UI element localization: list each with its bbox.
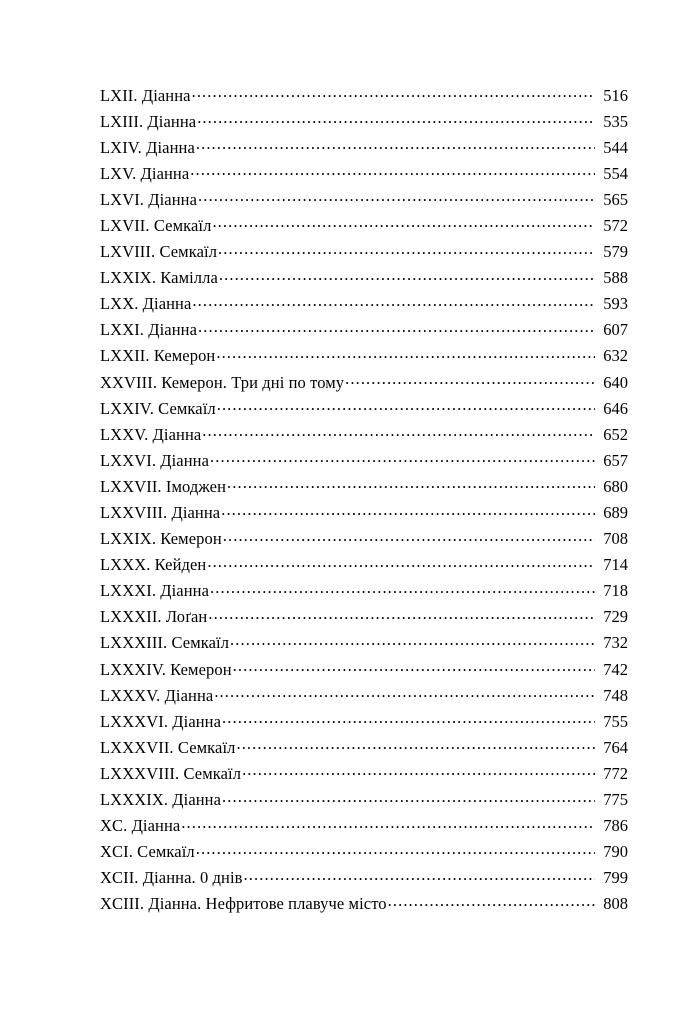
toc-entry-page-number: 565 <box>603 189 628 209</box>
toc-leader-dots <box>198 319 595 336</box>
toc-entry-title: LXVIII. Семкаїл <box>100 242 218 262</box>
toc-entry[interactable] <box>100 241 628 267</box>
toc-leader-dots <box>230 632 595 649</box>
toc-entry[interactable] <box>100 188 628 214</box>
toc-entry[interactable] <box>100 84 628 110</box>
toc-leader-dots <box>212 214 595 231</box>
toc-entry-page-number: 535 <box>603 111 628 131</box>
toc-entry-title: LXXXV. Діанна <box>100 685 214 705</box>
toc-entry-page-number: 593 <box>603 294 628 314</box>
toc-entry-title: LXXVII. Імоджен <box>100 476 227 496</box>
toc-entry[interactable] <box>100 867 628 893</box>
toc-entry[interactable] <box>100 319 628 345</box>
toc-entry[interactable] <box>100 110 628 136</box>
toc-leader-dots <box>222 710 595 727</box>
toc-entry-page-number: 772 <box>603 763 628 783</box>
toc-entry[interactable] <box>100 293 628 319</box>
toc-entry-page-number: 640 <box>603 372 628 392</box>
toc-entry[interactable] <box>100 789 628 815</box>
toc-leader-dots <box>227 475 595 492</box>
toc-entry-title: XCII. Діанна. 0 днів <box>100 868 243 888</box>
toc-entry-title: LXXXIX. Діанна <box>100 790 222 810</box>
toc-entry-title: LXV. Діанна <box>100 163 190 183</box>
toc-entry-page-number: 708 <box>603 529 628 549</box>
toc-entry-title: LXII. Діанна <box>100 85 191 105</box>
toc-leader-dots <box>181 815 595 832</box>
toc-entry-page-number: 718 <box>603 581 628 601</box>
toc-entry-title: LXXXII. Лоґан <box>100 607 208 627</box>
toc-leader-dots <box>197 110 595 127</box>
toc-entry-title: LXXXVIII. Семкаїл <box>100 763 242 783</box>
toc-entry[interactable] <box>100 449 628 475</box>
toc-entry[interactable] <box>100 762 628 788</box>
toc-leader-dots <box>192 84 595 101</box>
toc-entry-title: XXVIII. Кемерон. Три дні по тому <box>100 372 345 392</box>
toc-leader-dots <box>217 397 595 414</box>
toc-entry-title: LXXXIV. Кемерон <box>100 659 232 679</box>
toc-entry-title: LXXXI. Діанна <box>100 581 210 601</box>
toc-entry-page-number: 714 <box>603 555 628 575</box>
toc-leader-dots <box>218 241 595 258</box>
toc-entry[interactable] <box>100 841 628 867</box>
toc-entry[interactable] <box>100 606 628 632</box>
toc-entry-page-number: 689 <box>603 503 628 522</box>
toc-entry-title: LXX. Діанна <box>100 294 192 314</box>
toc-entry[interactable] <box>100 710 628 736</box>
toc-entry-page-number: 790 <box>603 842 628 862</box>
toc-leader-dots <box>236 736 595 753</box>
toc-leader-dots <box>202 423 595 440</box>
toc-leader-dots <box>233 658 595 675</box>
toc-entry-page-number: 652 <box>603 424 628 444</box>
toc-entry-page-number: 632 <box>603 346 628 366</box>
toc-leader-dots <box>222 789 595 806</box>
toc-entry-page-number: 657 <box>603 450 628 470</box>
toc-entry-page-number: 516 <box>603 85 628 105</box>
toc-leader-dots <box>210 449 595 466</box>
toc-leader-dots <box>221 502 595 519</box>
toc-leader-dots <box>219 267 595 284</box>
toc-entry-title: LXVI. Діанна <box>100 189 198 209</box>
toc-entry[interactable] <box>100 267 628 293</box>
toc-entry-page-number: 554 <box>603 163 628 183</box>
toc-entry-title: LXXV. Діанна <box>100 424 202 444</box>
toc-leader-dots <box>210 580 595 597</box>
toc-entry[interactable] <box>100 658 628 684</box>
toc-entry-title: XCI. Семкаїл <box>100 842 195 862</box>
toc-entry-page-number: 764 <box>603 737 628 757</box>
toc-entry[interactable] <box>100 632 628 658</box>
toc-entry-title: LXXIV. Семкаїл <box>100 398 216 418</box>
toc-entry-title: LXXX. Кейден <box>100 555 207 575</box>
toc-entry-title: LXXI. Діанна <box>100 320 198 340</box>
toc-entry-title: LXXII. Кемерон <box>100 346 216 366</box>
toc-entry[interactable] <box>100 684 628 710</box>
toc-entry[interactable] <box>100 815 628 841</box>
toc-entry-page-number: 572 <box>603 215 628 235</box>
toc-entry-title: LXXVIII. Діанна <box>100 503 221 522</box>
toc-entry[interactable] <box>100 580 628 606</box>
toc-entry-page-number: 607 <box>603 320 628 340</box>
toc-entry[interactable] <box>100 345 628 371</box>
toc-entry-title: LXXIX. Кемерон <box>100 529 222 549</box>
toc-entry[interactable] <box>100 136 628 162</box>
toc-leader-dots <box>196 841 595 858</box>
toc-entry-title: LXXIX. Камілла <box>100 268 218 288</box>
toc-entry-page-number: 680 <box>603 476 628 496</box>
toc-entry-page-number: 646 <box>603 398 628 418</box>
toc-leader-dots <box>242 762 595 779</box>
toc-entry-title: LXXVI. Діанна <box>100 450 210 470</box>
toc-entry-page-number: 775 <box>603 790 628 810</box>
toc-entry[interactable] <box>100 502 628 528</box>
toc-entry[interactable] <box>100 475 628 501</box>
toc-leader-dots <box>216 345 595 362</box>
toc-entry-title: XC. Діанна <box>100 816 181 836</box>
toc-entry-page-number: 742 <box>603 659 628 679</box>
toc-entry[interactable] <box>100 214 628 240</box>
toc-entry-title: XCIII. Діанна. Нефритове плавуче місто <box>100 894 387 914</box>
toc-entry[interactable] <box>100 162 628 188</box>
toc-entry-title: LXXXVII. Семкаїл <box>100 737 236 757</box>
toc-entry[interactable] <box>100 371 628 397</box>
toc-entry[interactable] <box>100 528 628 554</box>
toc-entry-page-number: 729 <box>603 607 628 627</box>
toc-leader-dots <box>223 528 595 545</box>
toc-leader-dots <box>345 371 595 388</box>
toc-entry-page-number: 579 <box>603 242 628 262</box>
toc-leader-dots <box>244 867 595 884</box>
toc-entry[interactable] <box>100 893 628 919</box>
table-of-contents <box>100 84 628 919</box>
toc-leader-dots <box>198 188 595 205</box>
toc-leader-dots <box>388 893 595 910</box>
toc-entry[interactable] <box>100 554 628 580</box>
toc-entry-page-number: 732 <box>603 633 628 653</box>
toc-leader-dots <box>190 162 595 179</box>
toc-leader-dots <box>207 554 595 571</box>
toc-leader-dots <box>208 606 595 623</box>
toc-entry-title: LXXXIII. Семкаїл <box>100 633 230 653</box>
toc-leader-dots <box>192 293 595 310</box>
toc-entry-title: LXIII. Діанна <box>100 111 197 131</box>
toc-entry-page-number: 799 <box>603 868 628 888</box>
toc-entry-page-number: 588 <box>603 268 628 288</box>
toc-entry-title: LXVII. Семкаїл <box>100 215 212 235</box>
toc-entry-page-number: 544 <box>603 137 628 157</box>
toc-entry-title: LXXXVI. Діанна <box>100 711 222 731</box>
toc-entry-page-number: 755 <box>603 711 628 731</box>
toc-entry[interactable] <box>100 423 628 449</box>
toc-entry-page-number: 748 <box>603 685 628 705</box>
toc-entry-title: LXIV. Діанна <box>100 137 195 157</box>
toc-leader-dots <box>214 684 595 701</box>
toc-entry-page-number: 808 <box>603 894 628 914</box>
toc-entry[interactable] <box>100 736 628 762</box>
toc-leader-dots <box>196 136 595 153</box>
toc-entry-page-number: 786 <box>603 816 628 836</box>
toc-entry[interactable] <box>100 397 628 423</box>
